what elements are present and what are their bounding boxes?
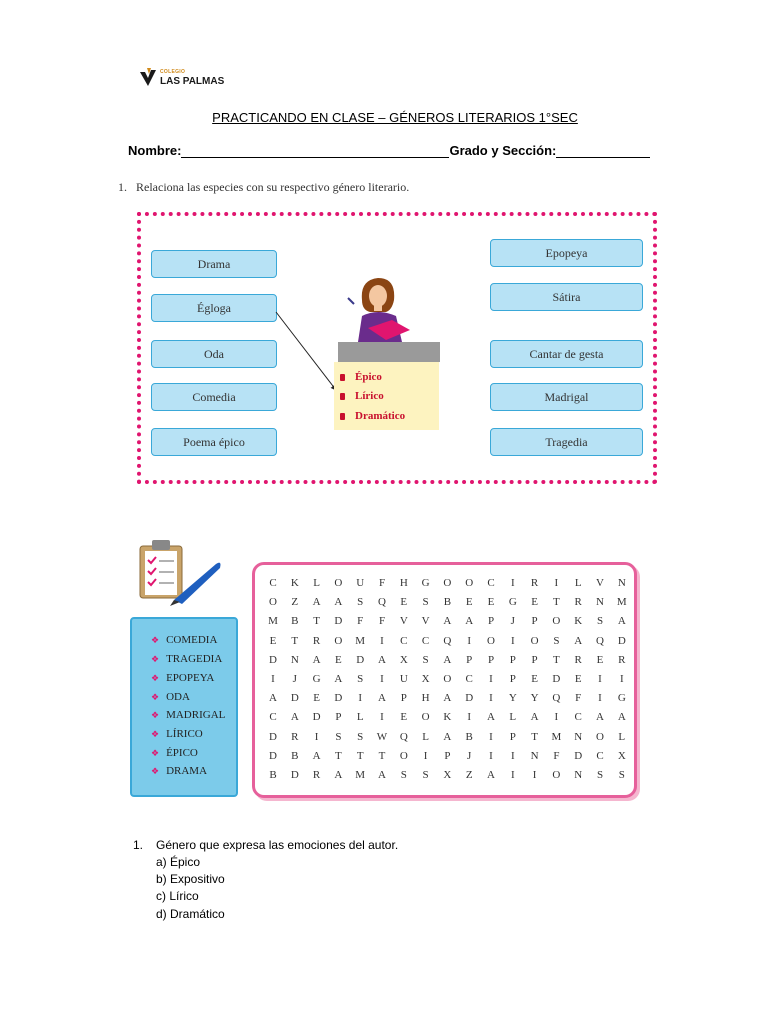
grid-letter[interactable]: I bbox=[598, 673, 602, 685]
grid-letter[interactable]: M bbox=[268, 615, 278, 628]
grid-letter[interactable]: T bbox=[378, 749, 386, 762]
bullet-icon bbox=[340, 393, 345, 400]
grid-letter[interactable]: Y bbox=[508, 692, 517, 705]
right-item-tragedia[interactable]: Tragedia bbox=[490, 428, 643, 456]
grid-letter[interactable]: I bbox=[510, 769, 515, 781]
grid-letter[interactable]: J bbox=[292, 673, 297, 685]
grid-letter[interactable]: I bbox=[510, 634, 515, 647]
star-bullet-icon: ❖ bbox=[151, 748, 160, 758]
right-item-cantar-de-gesta[interactable]: Cantar de gesta bbox=[490, 340, 643, 368]
grid-letter[interactable]: P bbox=[487, 615, 495, 628]
grid-letter[interactable]: D bbox=[269, 730, 277, 743]
word-label: ODA bbox=[166, 691, 190, 703]
grid-letter[interactable]: A bbox=[290, 711, 299, 724]
grid-letter[interactable]: B bbox=[291, 615, 299, 628]
genre-epico bbox=[340, 371, 382, 383]
grid-letter[interactable]: E bbox=[574, 673, 582, 685]
grid-letter[interactable]: A bbox=[443, 653, 452, 666]
grid-letter[interactable]: L bbox=[313, 577, 320, 589]
exercise-instruction-text: Relaciona las especies con su respectivo género literario. bbox=[136, 180, 410, 194]
grid-letter[interactable]: I bbox=[489, 692, 493, 705]
grid-letter[interactable]: A bbox=[465, 615, 474, 628]
grid-letter[interactable]: I bbox=[380, 711, 384, 724]
grid-letter[interactable]: S bbox=[357, 596, 364, 609]
star-bullet-icon: ❖ bbox=[151, 729, 160, 739]
grid-letter[interactable]: A bbox=[334, 769, 343, 781]
grid-letter[interactable]: A bbox=[574, 634, 583, 647]
grid-letter[interactable]: P bbox=[400, 692, 407, 705]
grid-letter[interactable]: I bbox=[489, 749, 493, 762]
left-item-drama[interactable]: Drama bbox=[151, 250, 277, 278]
grid-letter[interactable]: M bbox=[616, 596, 627, 609]
grid-letter[interactable]: O bbox=[334, 634, 343, 647]
name-blank-field[interactable] bbox=[181, 145, 449, 158]
grid-letter[interactable]: S bbox=[357, 673, 364, 685]
grid-letter[interactable]: T bbox=[553, 596, 560, 609]
logo-top-text: COLEGIO bbox=[160, 69, 186, 75]
genre-label: Dramático bbox=[355, 410, 406, 422]
grid-letter[interactable]: C bbox=[400, 634, 408, 647]
star-bullet-icon: ❖ bbox=[151, 673, 160, 683]
word-item bbox=[151, 634, 217, 646]
logo-name: LAS PALMAS bbox=[160, 76, 225, 87]
grid-letter[interactable]: Q bbox=[552, 692, 561, 705]
grid-letter[interactable]: D bbox=[290, 692, 299, 705]
word-item bbox=[151, 765, 207, 777]
grid-letter[interactable]: U bbox=[356, 577, 365, 589]
grid-letter[interactable]: P bbox=[444, 749, 451, 762]
grid-letter[interactable]: P bbox=[487, 653, 495, 666]
grid-letter[interactable]: O bbox=[465, 577, 474, 589]
option-d[interactable]: d) Dramático bbox=[156, 907, 225, 921]
grid-letter[interactable]: I bbox=[271, 673, 275, 685]
grid-letter[interactable]: O bbox=[530, 634, 539, 647]
word-item bbox=[151, 747, 198, 759]
grid-letter[interactable]: C bbox=[596, 749, 604, 762]
grid-letter[interactable]: K bbox=[574, 615, 583, 628]
grid-letter[interactable]: M bbox=[551, 730, 562, 743]
grid-letter[interactable]: C bbox=[269, 577, 277, 589]
grid-letter[interactable]: T bbox=[531, 730, 538, 743]
grid-letter[interactable]: S bbox=[618, 769, 625, 781]
word-item bbox=[151, 728, 203, 740]
grid-letter[interactable]: M bbox=[355, 769, 366, 781]
grid-letter[interactable]: R bbox=[530, 577, 539, 589]
grid-letter[interactable]: L bbox=[356, 711, 364, 724]
word-label: LÍRICO bbox=[166, 728, 203, 740]
grid-letter[interactable]: L bbox=[422, 730, 429, 743]
grid-letter[interactable]: B bbox=[269, 769, 277, 781]
grid-letter[interactable]: A bbox=[312, 749, 321, 762]
grid-letter[interactable]: S bbox=[335, 730, 342, 743]
grid-letter[interactable]: D bbox=[356, 653, 365, 666]
grid-letter[interactable]: R bbox=[291, 730, 299, 743]
grid-letter[interactable]: Q bbox=[443, 634, 452, 647]
grid-letter[interactable]: A bbox=[530, 711, 539, 724]
grid-letter[interactable]: A bbox=[487, 711, 495, 724]
name-label: Nombre: bbox=[128, 143, 182, 158]
word-label: COMEDIA bbox=[166, 634, 218, 646]
grid-letter[interactable]: E bbox=[531, 596, 538, 609]
grid-letter[interactable]: U bbox=[399, 673, 408, 685]
school-logo bbox=[138, 64, 228, 94]
grid-letter[interactable]: L bbox=[574, 577, 582, 589]
grid-letter[interactable]: I bbox=[314, 730, 319, 743]
grid-letter[interactable]: S bbox=[596, 769, 604, 781]
grid-letter[interactable]: D bbox=[334, 692, 343, 705]
grid-letter[interactable]: R bbox=[618, 653, 626, 666]
grid-letter[interactable]: H bbox=[399, 577, 408, 589]
grid-letter[interactable]: J bbox=[467, 749, 472, 762]
grid-letter[interactable]: S bbox=[400, 769, 407, 781]
grid-letter[interactable]: E bbox=[487, 596, 495, 609]
grid-letter[interactable]: D bbox=[290, 769, 299, 781]
grid-letter[interactable]: I bbox=[554, 577, 559, 589]
grid-letter[interactable]: I bbox=[467, 711, 472, 724]
grid-letter[interactable]: O bbox=[552, 769, 561, 781]
genre-label: Épico bbox=[355, 371, 382, 383]
grid-letter[interactable]: G bbox=[312, 673, 321, 685]
star-bullet-icon: ❖ bbox=[151, 635, 160, 645]
option-c[interactable]: c) Lírico bbox=[156, 889, 199, 903]
grid-letter[interactable]: N bbox=[530, 749, 539, 762]
grid-letter[interactable]: Q bbox=[596, 634, 604, 647]
grid-letter[interactable]: C bbox=[574, 711, 582, 724]
grid-letter[interactable]: A bbox=[487, 769, 495, 781]
clipboard-pen-icon bbox=[134, 536, 226, 608]
grid-letter[interactable]: R bbox=[312, 769, 321, 781]
word-search-grid bbox=[252, 562, 637, 798]
grid-letter[interactable]: N bbox=[290, 653, 299, 666]
grid-letter[interactable]: A bbox=[378, 653, 386, 666]
grid-letter[interactable]: P bbox=[509, 730, 516, 743]
grid-letter[interactable]: I bbox=[380, 634, 384, 647]
left-item-egloga[interactable]: Égloga bbox=[151, 294, 277, 322]
grid-letter[interactable]: A bbox=[443, 692, 452, 705]
grid-letter[interactable]: T bbox=[356, 749, 364, 762]
grid-letter[interactable]: B bbox=[291, 749, 299, 762]
grid-letter[interactable]: D bbox=[552, 673, 561, 685]
grid-letter[interactable]: I bbox=[489, 730, 493, 743]
grid-letter[interactable]: I bbox=[467, 634, 472, 647]
exercise-instruction bbox=[118, 180, 409, 195]
genre-lirico bbox=[340, 390, 384, 402]
grid-letter[interactable]: A bbox=[269, 692, 277, 705]
grid-letter[interactable]: S bbox=[422, 769, 429, 781]
grid-letter[interactable]: F bbox=[357, 615, 364, 628]
star-bullet-icon: ❖ bbox=[151, 766, 160, 776]
grid-letter[interactable]: N bbox=[574, 769, 583, 781]
grid-letter[interactable]: N bbox=[574, 730, 583, 743]
grid-letter[interactable]: A bbox=[617, 615, 626, 628]
grid-letter[interactable]: B bbox=[443, 596, 452, 609]
grid-letter[interactable]: I bbox=[532, 769, 537, 781]
grid-letter[interactable]: X bbox=[617, 749, 626, 762]
grid-letter[interactable]: R bbox=[312, 634, 321, 647]
grid-letter[interactable]: K bbox=[443, 711, 452, 724]
grid-letter[interactable]: D bbox=[269, 653, 277, 666]
page-title: PRACTICANDO EN CLASE – GÉNEROS LITERARIOS 1°SEC bbox=[212, 110, 578, 125]
grid-letter[interactable]: I bbox=[598, 692, 602, 705]
grid-letter[interactable]: C bbox=[421, 634, 430, 647]
grid-letter[interactable]: A bbox=[312, 653, 321, 666]
right-item-satira[interactable]: Sátira bbox=[490, 283, 643, 311]
grid-letter[interactable]: S bbox=[422, 596, 429, 609]
grade-label: Grado y Sección: bbox=[449, 143, 557, 158]
grid-letter[interactable]: A bbox=[443, 730, 452, 743]
word-label: TRAGEDIA bbox=[166, 653, 223, 665]
grid-letter[interactable]: D bbox=[617, 634, 626, 647]
question-text: Género que expresa las emociones del autor. bbox=[156, 838, 399, 852]
grid-letter[interactable]: P bbox=[509, 653, 516, 666]
grid-letter[interactable]: D bbox=[574, 749, 583, 762]
word-item bbox=[151, 672, 214, 684]
star-bullet-icon: ❖ bbox=[151, 710, 160, 720]
grid-letter[interactable]: G bbox=[617, 692, 626, 705]
grid-letter[interactable]: O bbox=[443, 577, 452, 589]
grid-letter[interactable]: P bbox=[509, 673, 516, 685]
star-bullet-icon: ❖ bbox=[151, 692, 160, 702]
genre-card bbox=[334, 362, 439, 430]
grid-letter[interactable]: E bbox=[335, 653, 342, 666]
grid-letter[interactable]: G bbox=[508, 596, 517, 609]
grid-letter[interactable]: I bbox=[510, 577, 515, 589]
grid-letter[interactable]: O bbox=[269, 596, 277, 609]
grid-letter[interactable]: L bbox=[618, 730, 626, 743]
grid-letter[interactable]: I bbox=[510, 749, 515, 762]
grid-letter[interactable]: Q bbox=[378, 596, 386, 609]
grid-letter[interactable]: M bbox=[355, 634, 366, 647]
star-bullet-icon: ❖ bbox=[151, 654, 160, 664]
grid-letter[interactable]: S bbox=[596, 615, 604, 628]
grid-letter[interactable]: P bbox=[531, 653, 538, 666]
word-label: EPOPEYA bbox=[166, 672, 215, 684]
word-list-panel bbox=[130, 617, 238, 797]
grid-letter[interactable]: V bbox=[596, 577, 604, 589]
question-stem bbox=[133, 838, 398, 852]
grid-letter[interactable]: D bbox=[312, 711, 321, 724]
grid-letter[interactable]: S bbox=[553, 634, 560, 647]
left-item-poema-epico[interactable]: Poema épico bbox=[151, 428, 277, 456]
option-b[interactable]: b) Expositivo bbox=[156, 872, 225, 886]
grid-letter[interactable]: G bbox=[421, 577, 430, 589]
grid-letter[interactable]: B bbox=[465, 730, 473, 743]
grid-letter[interactable]: W bbox=[376, 730, 388, 743]
grid-letter[interactable]: O bbox=[487, 634, 495, 647]
grid-letter[interactable]: I bbox=[554, 711, 559, 724]
grid-letter[interactable]: X bbox=[421, 673, 430, 685]
grid-letter[interactable]: P bbox=[335, 711, 342, 724]
genre-dramatico bbox=[340, 410, 405, 422]
grid-letter[interactable]: F bbox=[575, 692, 582, 705]
grid-letter[interactable]: Y bbox=[530, 692, 539, 705]
grid-letter[interactable]: A bbox=[443, 615, 452, 628]
grid-letter[interactable]: Z bbox=[465, 769, 473, 781]
grid-letter[interactable]: R bbox=[574, 596, 582, 609]
grid-letter[interactable]: I bbox=[380, 673, 384, 685]
grid-letter[interactable]: C bbox=[269, 711, 277, 724]
logo-mark-icon bbox=[138, 66, 158, 88]
grid-letter[interactable]: S bbox=[357, 730, 364, 743]
grid-letter[interactable]: R bbox=[574, 653, 582, 666]
grid-letter[interactable]: A bbox=[596, 711, 604, 724]
grid-letter[interactable]: C bbox=[487, 577, 495, 589]
grid-letter[interactable]: E bbox=[400, 711, 408, 724]
grid-letter[interactable]: T bbox=[291, 634, 299, 647]
option-a[interactable]: a) Épico bbox=[156, 855, 201, 869]
grid-letter[interactable]: O bbox=[552, 615, 561, 628]
grid-letter[interactable]: O bbox=[443, 673, 452, 685]
grid-letter[interactable]: P bbox=[466, 653, 473, 666]
word-label: MADRIGAL bbox=[166, 709, 226, 721]
grid-letter[interactable]: E bbox=[400, 596, 408, 609]
grid-letter[interactable]: I bbox=[489, 673, 493, 685]
grid-letter[interactable]: Z bbox=[291, 596, 299, 609]
grid-letter[interactable]: V bbox=[421, 615, 430, 628]
grade-blank-field[interactable] bbox=[556, 145, 650, 158]
grid-letter[interactable]: N bbox=[617, 577, 626, 589]
grid-letter[interactable]: X bbox=[399, 653, 408, 666]
grid-letter[interactable]: I bbox=[358, 692, 363, 705]
right-item-epopeya[interactable]: Epopeya bbox=[490, 239, 643, 267]
grid-letter[interactable]: F bbox=[378, 577, 386, 589]
exercise-number: 1. bbox=[118, 180, 127, 194]
grid-letter[interactable]: O bbox=[334, 577, 343, 589]
grid-letter[interactable]: I bbox=[619, 673, 624, 685]
bullet-icon bbox=[340, 413, 345, 420]
grid-letter[interactable]: F bbox=[378, 615, 386, 628]
grid-letter[interactable]: A bbox=[312, 596, 321, 609]
grid-letter[interactable]: O bbox=[596, 730, 604, 743]
grid-letter[interactable]: O bbox=[421, 711, 430, 724]
grid-letter[interactable]: A bbox=[617, 711, 626, 724]
grid-letter[interactable]: E bbox=[313, 692, 320, 705]
grid-letter[interactable]: A bbox=[378, 692, 386, 705]
word-item bbox=[151, 653, 222, 665]
left-item-oda[interactable]: Oda bbox=[151, 340, 277, 368]
grid-letter[interactable]: N bbox=[596, 596, 604, 609]
grid-letter[interactable]: J bbox=[510, 615, 515, 628]
grid-letter[interactable]: V bbox=[399, 615, 408, 628]
grid-letter[interactable]: P bbox=[531, 615, 538, 628]
grid-letter[interactable]: T bbox=[553, 653, 560, 666]
grid-letter[interactable]: L bbox=[509, 711, 517, 724]
grid-letter[interactable]: F bbox=[553, 749, 560, 762]
grid-letter[interactable]: E bbox=[465, 596, 473, 609]
word-label: ÉPICO bbox=[166, 747, 198, 759]
grid-letter[interactable]: K bbox=[290, 577, 299, 589]
grid-letter[interactable]: A bbox=[334, 596, 343, 609]
woman-reading-illustration bbox=[340, 272, 440, 352]
word-item bbox=[151, 709, 225, 721]
grid-letter[interactable]: X bbox=[443, 769, 452, 781]
grid-letter[interactable]: A bbox=[378, 769, 386, 781]
grid-letter[interactable]: O bbox=[399, 749, 408, 762]
grid-letter[interactable]: I bbox=[423, 749, 428, 762]
grid-letter[interactable]: H bbox=[421, 692, 430, 705]
word-item bbox=[151, 691, 190, 703]
grid-letter[interactable]: D bbox=[465, 692, 474, 705]
grid-letter[interactable]: E bbox=[531, 673, 538, 685]
grid-letter[interactable]: D bbox=[269, 749, 277, 762]
grid-letter[interactable]: Q bbox=[399, 730, 408, 743]
left-item-comedia[interactable]: Comedia bbox=[151, 383, 277, 411]
word-label: DRAMA bbox=[166, 765, 208, 777]
genre-label: Lírico bbox=[355, 390, 384, 402]
grid-letter[interactable]: S bbox=[422, 653, 429, 666]
grid-letter[interactable]: E bbox=[269, 634, 277, 647]
grid-letter[interactable]: T bbox=[335, 749, 342, 762]
bullet-icon bbox=[340, 374, 345, 381]
question-number: 1. bbox=[133, 838, 144, 852]
grid-letter[interactable]: C bbox=[465, 673, 473, 685]
grid-letter[interactable]: E bbox=[596, 653, 604, 666]
grid-letter[interactable]: A bbox=[334, 673, 343, 685]
desk-illustration bbox=[338, 342, 440, 362]
grid-letter[interactable]: T bbox=[313, 615, 320, 628]
right-item-madrigal[interactable]: Madrigal bbox=[490, 383, 643, 411]
grid-letter[interactable]: D bbox=[334, 615, 343, 628]
student-fields bbox=[128, 143, 650, 158]
